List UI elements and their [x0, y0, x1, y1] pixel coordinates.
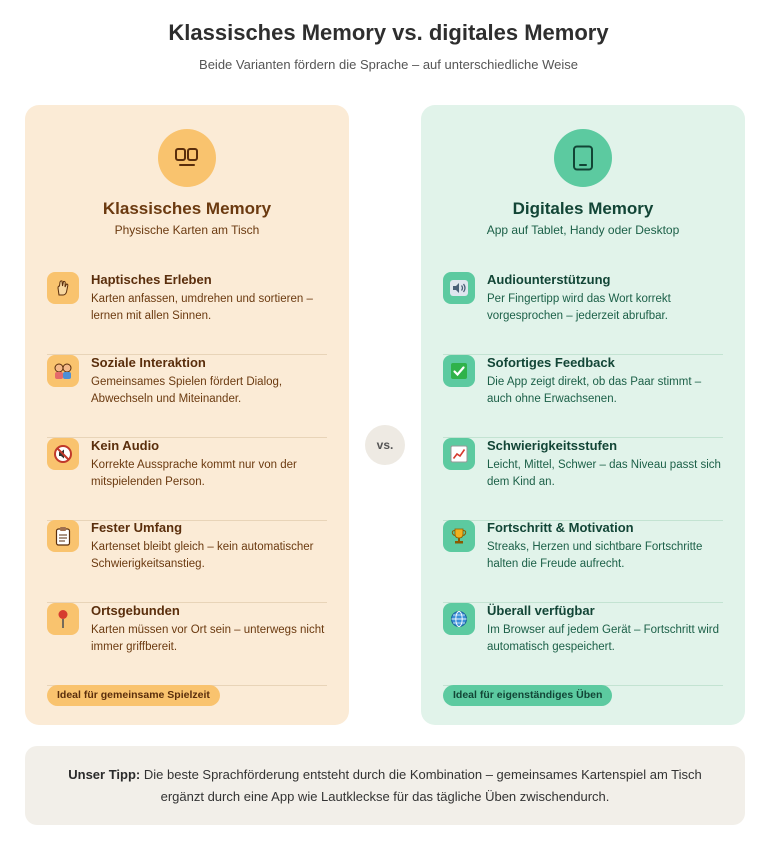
digital-card-subtitle: App auf Tablet, Handy oder Desktop	[486, 223, 680, 237]
feature-text: Per Fingertipp wird das Wort korrekt vorgesprochen – jederzeit abrufbar.	[487, 293, 671, 322]
cards-icon	[158, 129, 216, 187]
classic-ideal-badge: Ideal für gemeinsame Spielzeit	[47, 685, 220, 706]
feature-haptic	[47, 272, 327, 355]
feature-difficulty-levels	[443, 438, 723, 521]
feature-social	[47, 355, 327, 438]
feature-no-audio	[47, 438, 327, 521]
tablet-icon	[554, 129, 612, 187]
feature-text: Leicht, Mittel, Schwer – das Niveau passt sich dem Kind an.	[487, 459, 721, 488]
feature-text: Gemeinsames Spielen fördert Dialog, Abwechseln und Miteinander.	[91, 376, 283, 405]
feature-text: Kartenset bleibt gleich – kein automatischer Schwierigkeitsanstieg.	[91, 541, 314, 570]
globe-icon	[443, 603, 475, 635]
hand-icon	[47, 272, 79, 304]
feature-instant-feedback	[443, 355, 723, 438]
digital-memory-card	[421, 105, 745, 725]
checkmark-icon	[443, 355, 475, 387]
feature-title: Kein Audio	[91, 438, 160, 453]
page-title: Klassisches Memory vs. digitales Memory	[168, 20, 609, 45]
feature-title: Schwierigkeitsstufen	[487, 438, 618, 453]
people-icon	[47, 355, 79, 387]
vs-badge: vs.	[365, 425, 405, 465]
classic-card-subtitle: Physische Karten am Tisch	[114, 223, 260, 237]
feature-title: Audiounterstützung	[487, 272, 611, 287]
tip-text: Die beste Sprachförderung entsteht durch die Kombination – gemeinsames Kartenspiel am Tisch ergänzt durch eine App wie Lautkleckse für das tägliche Üben zwischendurch.	[143, 767, 702, 804]
feature-text: Die App zeigt direkt, ob das Paar stimmt – auch ohne Erwachsenen.	[487, 376, 702, 405]
feature-progress-motivation	[443, 520, 723, 603]
feature-audio	[443, 272, 723, 355]
feature-text: Karten anfassen, umdrehen und sortieren – lernen mit allen Sinnen.	[91, 293, 313, 322]
speaker-icon	[443, 272, 475, 304]
feature-title: Fortschritt & Motivation	[487, 520, 634, 535]
feature-location-bound	[47, 603, 327, 686]
feature-text: Im Browser auf jedem Gerät – Fortschritt wird automatisch gespeichert.	[487, 624, 719, 653]
digital-card-title: Digitales Memory	[512, 199, 654, 218]
muted-speaker-icon	[47, 438, 79, 470]
pin-icon	[47, 603, 79, 635]
feature-text: Streaks, Herzen und sichtbare Fortschritte halten die Freude aufrecht.	[487, 541, 703, 570]
clipboard-icon	[47, 520, 79, 552]
trophy-icon	[443, 520, 475, 552]
feature-available-everywhere	[443, 603, 723, 686]
tip-box	[25, 746, 745, 825]
feature-title: Fester Umfang	[91, 520, 183, 535]
feature-title: Überall verfügbar	[487, 603, 595, 618]
feature-fixed-scope	[47, 520, 327, 603]
feature-title: Sofortiges Feedback	[487, 355, 615, 370]
feature-text: Karten müssen vor Ort sein – unterwegs nicht immer griffbereit.	[91, 624, 325, 653]
classic-memory-card	[25, 105, 349, 725]
feature-text: Korrekte Aussprache kommt nur von der mitspielenden Person.	[91, 459, 297, 488]
chart-icon	[443, 438, 475, 470]
tip-label: Unser Tipp:	[68, 767, 141, 782]
feature-title: Ortsgebunden	[91, 603, 180, 618]
classic-card-title: Klassisches Memory	[102, 199, 272, 218]
digital-ideal-badge: Ideal für eigenständiges Üben	[443, 685, 612, 706]
page-subtitle: Beide Varianten fördern die Sprache – auf unterschiedliche Weise	[199, 57, 578, 72]
feature-title: Soziale Interaktion	[91, 355, 206, 370]
feature-title: Haptisches Erleben	[91, 272, 212, 287]
